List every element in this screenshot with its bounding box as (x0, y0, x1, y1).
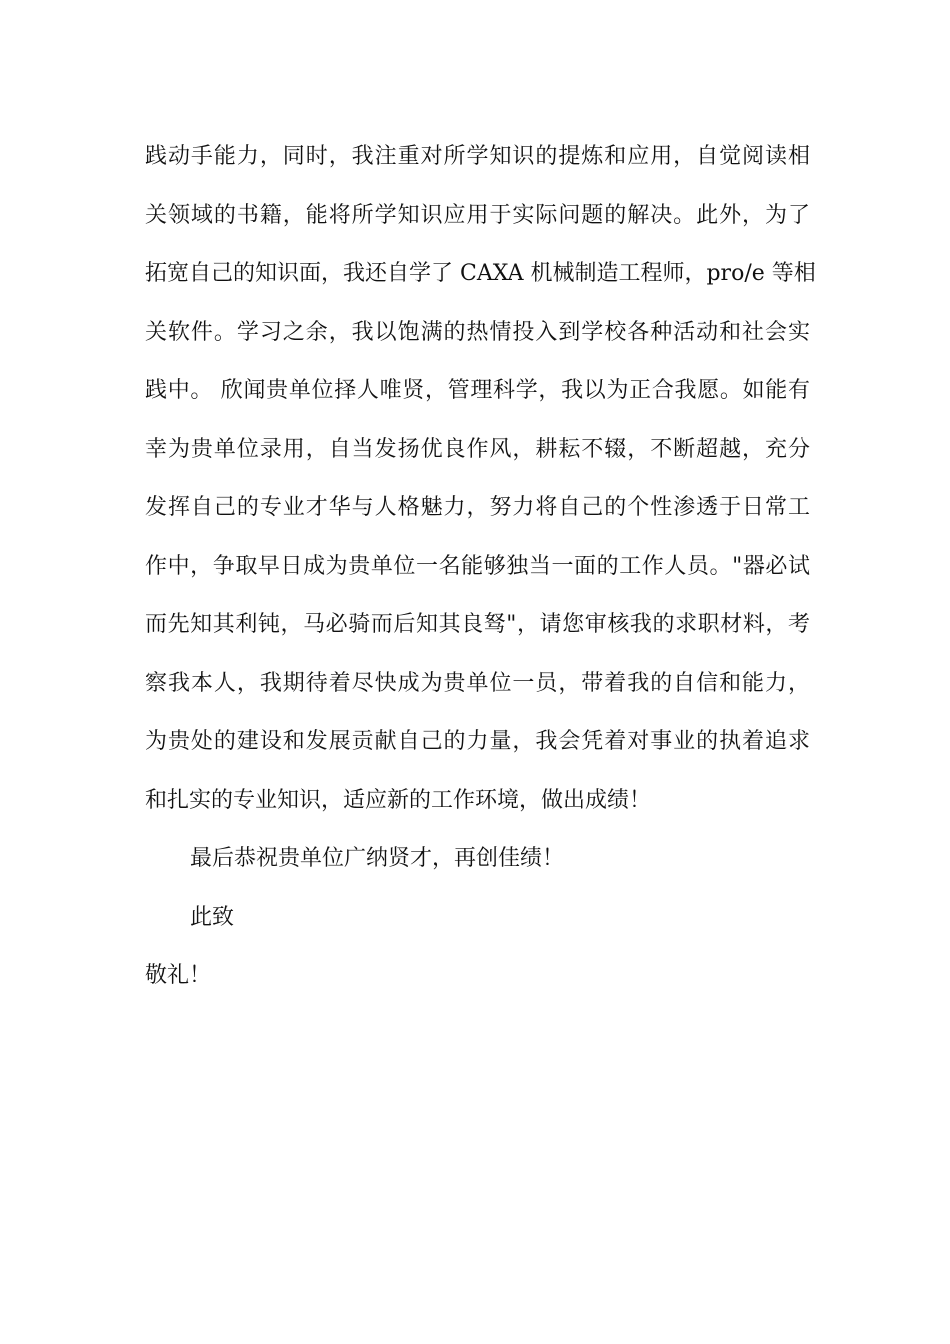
regards: 敬礼！ (145, 963, 212, 988)
paragraph-line-3: 拓宽自己的知识面，我还自学了 CAXA 机械制造工程师，pro/e 等相 (145, 261, 816, 286)
closing-wish: 最后恭祝贵单位广纳贤才，再创佳绩！ (190, 846, 565, 871)
paragraph-line-10: 察我本人，我期待着尽快成为贵单位一员，带着我的自信和能力， (145, 670, 810, 696)
paragraph-line-9: 而先知其利钝，马必骑而后知其良驽"，请您审核我的求职材料，考 (145, 612, 810, 637)
salutation: 此致 (190, 904, 235, 930)
paragraph-line-12: 和扎实的专业知识，适应新的工作环境，做出成绩！ (145, 787, 652, 813)
paragraph-line-2: 关领域的书籍，能将所学知识应用于实际问题的解决。此外，为了 (145, 202, 810, 228)
paragraph-line-6: 幸为贵单位录用，自当发扬优良作风，耕耘不辍，不断超越，充分 (145, 436, 810, 462)
paragraph-line-8: 作中，争取早日成为贵单位一名能够独当一面的工作人员。"器必试 (145, 553, 810, 579)
paragraph-line-1: 践动手能力，同时，我注重对所学知识的提炼和应用，自觉阅读相 (145, 144, 810, 169)
paragraph-line-11: 为贵处的建设和发展贡献自己的力量，我会凭着对事业的执着追求 (145, 729, 810, 754)
paragraph-line-7: 发挥自己的专业才华与人格魅力，努力将自己的个性渗透于日常工 (145, 495, 810, 520)
letter-body (145, 128, 816, 1006)
paragraph-line-5: 践中。 欣闻贵单位择人唯贤，管理科学，我以为正合我愿。如能有 (145, 378, 810, 403)
paragraph-line-4: 关软件。学习之余，我以饱满的热情投入到学校各种活动和社会实 (145, 319, 810, 345)
